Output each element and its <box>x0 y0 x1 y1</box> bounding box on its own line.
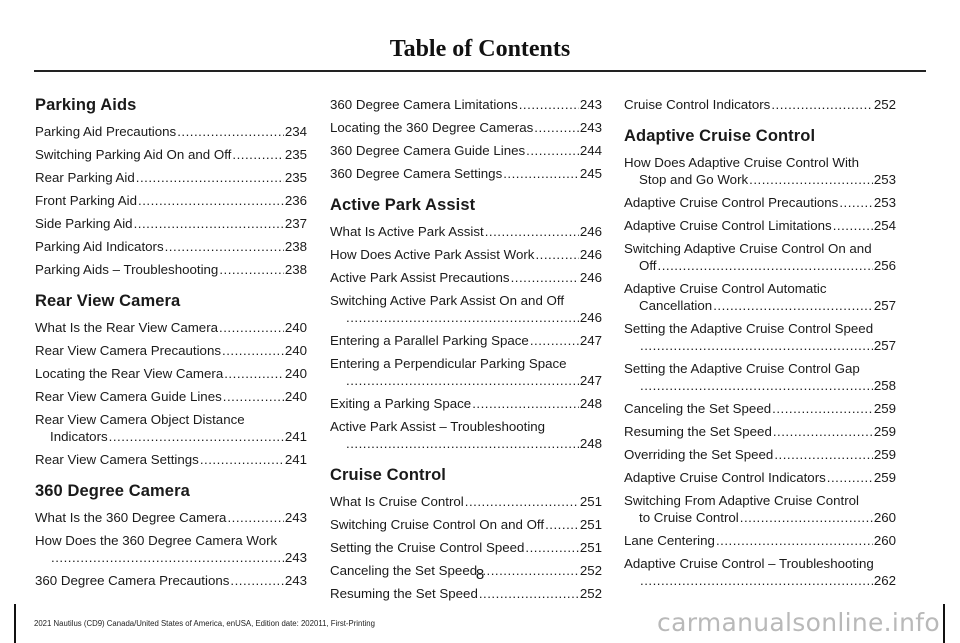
watermark-text: carmanualsonline.info <box>657 608 940 637</box>
toc-entry[interactable] <box>35 319 307 336</box>
dot-leader <box>503 165 579 182</box>
toc-entry-page: 240 <box>284 320 307 335</box>
toc-entry[interactable] <box>35 411 307 445</box>
toc-entry-line <box>330 493 602 510</box>
toc-entry-line <box>624 337 896 354</box>
toc-entry-title: Front Parking Aid <box>35 193 137 208</box>
toc-entry-line <box>624 532 896 549</box>
toc-entry[interactable] <box>35 261 307 278</box>
toc-entry[interactable] <box>330 165 602 182</box>
toc-entry-page: 259 <box>873 447 896 462</box>
toc-entry-page: 251 <box>579 517 602 532</box>
toc-entry-page: 259 <box>873 401 896 416</box>
toc-entry-title: What Is Active Park Assist <box>330 224 484 239</box>
toc-entry-line <box>624 96 896 113</box>
toc-entry-title: Rear View Camera Settings <box>35 452 199 467</box>
toc-entry-line <box>624 400 896 417</box>
toc-entry-title: Canceling the Set Speed <box>330 563 478 578</box>
toc-entry-line <box>35 146 307 163</box>
toc-entry-title: 360 Degree Camera Guide Lines <box>330 143 526 158</box>
toc-entry[interactable] <box>35 169 307 186</box>
dot-leader <box>219 319 284 336</box>
toc-entry[interactable] <box>330 493 602 510</box>
toc-entry[interactable] <box>35 192 307 209</box>
dot-leader <box>774 446 873 463</box>
toc-entry-page: 252 <box>579 563 602 578</box>
toc-entry-title-cont: to Cruise Control <box>639 510 739 525</box>
dot-leader <box>479 585 579 602</box>
toc-entry-line <box>330 585 602 602</box>
page-number: 8 <box>475 566 485 583</box>
dot-leader <box>827 469 873 486</box>
toc-entry-page: 259 <box>873 470 896 485</box>
toc-entry-page: 260 <box>873 533 896 548</box>
toc-entry-line <box>35 123 307 140</box>
toc-entry-page: 262 <box>873 573 896 588</box>
toc-entry-title: Switching From Adaptive Cruise Control <box>624 493 860 508</box>
toc-entry[interactable] <box>330 516 602 533</box>
dot-leader <box>109 428 284 445</box>
toc-entry-page: 234 <box>284 124 307 139</box>
toc-entry-line <box>624 297 896 314</box>
crop-mark-left <box>14 604 16 643</box>
toc-entry-page: 258 <box>873 378 896 393</box>
dot-leader <box>526 142 579 159</box>
toc-entry-page: 251 <box>579 540 602 555</box>
dot-leader <box>530 332 579 349</box>
toc-column-1 <box>35 96 307 595</box>
dot-leader <box>465 493 579 510</box>
toc-entry[interactable] <box>624 469 896 486</box>
toc-entry-line <box>35 388 307 405</box>
toc-entry-page: 257 <box>873 338 896 353</box>
toc-entry-line <box>35 365 307 382</box>
toc-entry[interactable] <box>624 492 896 526</box>
header-rule <box>34 70 926 72</box>
dot-leader <box>713 297 873 314</box>
toc-entry-title: What Is the Rear View Camera <box>35 320 219 335</box>
toc-entry[interactable] <box>624 400 896 417</box>
toc-entry[interactable] <box>330 223 602 240</box>
toc-entry-title: Locating the Rear View Camera <box>35 366 224 381</box>
dot-leader <box>640 337 873 354</box>
toc-entry-page: 245 <box>579 166 602 181</box>
toc-entry[interactable] <box>624 154 896 188</box>
toc-entry-line <box>330 309 602 326</box>
toc-entry-title: How Does the 360 Degree Camera Work <box>35 533 278 548</box>
toc-entry-page: 254 <box>873 218 896 233</box>
toc-entry-page: 243 <box>284 550 307 565</box>
toc-entry-page: 240 <box>284 389 307 404</box>
toc-entry-page: 238 <box>284 239 307 254</box>
toc-entry-page: 240 <box>284 366 307 381</box>
toc-entry-page: 237 <box>284 216 307 231</box>
toc-entry[interactable] <box>624 217 896 234</box>
toc-entry-title: Overriding the Set Speed <box>624 447 774 462</box>
toc-entry-title: Adaptive Cruise Control Limitations <box>624 218 832 233</box>
toc-entry[interactable] <box>35 342 307 359</box>
toc-entry-title: 360 Degree Camera Limitations <box>330 97 518 112</box>
dot-leader <box>200 451 284 468</box>
toc-entry-page: 256 <box>873 258 896 273</box>
toc-entry-title: Cruise Control Indicators <box>624 97 771 112</box>
dot-leader <box>227 509 283 526</box>
toc-entry[interactable] <box>624 360 896 394</box>
toc-entry-line <box>330 395 602 412</box>
toc-entry-title: Lane Centering <box>624 533 715 548</box>
toc-entry-title-cont: Off <box>639 258 657 273</box>
toc-entry[interactable] <box>35 365 307 382</box>
toc-entry-page: 253 <box>873 195 896 210</box>
toc-entry-line <box>35 428 307 445</box>
toc-entry-page: 259 <box>873 424 896 439</box>
toc-entry-line <box>330 435 602 452</box>
toc-entry-title: Switching Active Park Assist On and Off <box>330 293 565 308</box>
toc-entry-page: 247 <box>579 333 602 348</box>
toc-entry-page: 248 <box>579 396 602 411</box>
toc-entry-line <box>330 119 602 136</box>
toc-entry-title: Active Park Assist – Troubleshooting <box>330 419 546 434</box>
dot-leader <box>839 194 872 211</box>
toc-entry[interactable] <box>624 532 896 549</box>
dot-leader <box>749 171 873 188</box>
toc-entry-title-cont: Stop and Go Work <box>639 172 749 187</box>
dot-leader <box>232 146 283 163</box>
dot-leader <box>485 223 579 240</box>
dot-leader <box>346 435 579 452</box>
toc-entry-title: Parking Aid Precautions <box>35 124 177 139</box>
footer-edition-text: 2021 Nautilus (CD9) Canada/United States of America, enUSA, Edition date: 202011, First-Printing <box>34 619 375 628</box>
toc-entry-line <box>624 446 896 463</box>
toc-entry-title: Exiting a Parking Space <box>330 396 472 411</box>
toc-entry-line <box>624 469 896 486</box>
toc-entry-page: 253 <box>873 172 896 187</box>
dot-leader <box>346 372 579 389</box>
page-title: Table of Contents <box>389 36 571 62</box>
dot-leader <box>136 169 284 186</box>
toc-entry-title: What Is Cruise Control <box>330 494 464 509</box>
toc-entry-line <box>35 261 307 278</box>
toc-entry[interactable] <box>35 532 307 566</box>
toc-entry-line <box>35 192 307 209</box>
dot-leader <box>771 96 872 113</box>
dot-leader <box>134 215 284 232</box>
toc-entry[interactable] <box>35 238 307 255</box>
toc-entry-line <box>330 142 602 159</box>
toc-entry-title: Rear View Camera Object Distance <box>35 412 245 427</box>
dot-leader <box>138 192 284 209</box>
toc-entry-line <box>35 451 307 468</box>
dot-leader <box>535 246 578 263</box>
toc-entry-title: Canceling the Set Speed <box>624 401 772 416</box>
toc-entry-line <box>330 539 602 556</box>
toc-entry[interactable] <box>330 292 602 326</box>
toc-entry-page: 252 <box>579 586 602 601</box>
section-heading: Parking Aids <box>35 96 137 114</box>
toc-entry-line <box>330 516 602 533</box>
section-heading: Active Park Assist <box>330 196 476 214</box>
toc-entry[interactable] <box>330 142 602 159</box>
toc-entry[interactable] <box>624 194 896 211</box>
toc-entry-page: 238 <box>284 262 307 277</box>
toc-entry-page: 244 <box>579 143 602 158</box>
dot-leader <box>511 269 579 286</box>
toc-entry-line <box>35 342 307 359</box>
toc-entry-title: Locating the 360 Degree Cameras <box>330 120 534 135</box>
toc-entry-page: 235 <box>284 170 307 185</box>
dot-leader <box>716 532 873 549</box>
toc-entry-page: 257 <box>873 298 896 313</box>
toc-entry-title: Rear Parking Aid <box>35 170 135 185</box>
toc-entry-title: How Does Active Park Assist Work <box>330 247 535 262</box>
dot-leader <box>740 509 873 526</box>
dot-leader <box>51 549 284 566</box>
dot-leader <box>165 238 284 255</box>
toc-entry[interactable] <box>330 269 602 286</box>
toc-entry-page: 241 <box>284 452 307 467</box>
toc-entry-line <box>35 215 307 232</box>
toc-entry-page: 248 <box>579 436 602 451</box>
toc-entry-line <box>330 332 602 349</box>
toc-entry-title: Rear View Camera Guide Lines <box>35 389 222 404</box>
toc-entry-title: Switching Cruise Control On and Off <box>330 517 545 532</box>
dot-leader <box>545 516 579 533</box>
toc-entry-title: What Is the 360 Degree Camera <box>35 510 227 525</box>
toc-entry[interactable] <box>330 119 602 136</box>
toc-entry[interactable] <box>35 146 307 163</box>
toc-entry-line <box>330 372 602 389</box>
toc-entry-page: 243 <box>284 510 307 525</box>
toc-entry[interactable] <box>330 355 602 389</box>
dot-leader <box>346 309 579 326</box>
toc-entry[interactable] <box>35 509 307 526</box>
toc-entry-title: Resuming the Set Speed <box>624 424 772 439</box>
toc-entry-page: 246 <box>579 270 602 285</box>
toc-entry-page: 246 <box>579 310 602 325</box>
toc-entry-title: Setting the Adaptive Cruise Control Gap <box>624 361 860 376</box>
toc-entry-line <box>624 194 896 211</box>
toc-entry-title-cont: Indicators <box>50 429 108 444</box>
toc-entry-page: 235 <box>284 147 307 162</box>
toc-entry-line <box>624 171 896 188</box>
toc-entry-title: 360 Degree Camera Precautions <box>35 573 230 588</box>
toc-entry[interactable] <box>624 96 896 113</box>
toc-entry[interactable] <box>624 240 896 274</box>
toc-entry[interactable] <box>624 320 896 354</box>
crop-mark-right <box>943 604 945 643</box>
toc-entry-title: Setting the Cruise Control Speed <box>330 540 525 555</box>
section-heading: 360 Degree Camera <box>35 482 190 500</box>
toc-entry[interactable] <box>330 395 602 412</box>
toc-entry-title: Adaptive Cruise Control Automatic <box>624 281 827 296</box>
toc-entry-page: 243 <box>284 573 307 588</box>
toc-entry-title: Entering a Parallel Parking Space <box>330 333 529 348</box>
dot-leader <box>833 217 873 234</box>
toc-entry-page: 251 <box>579 494 602 509</box>
section-heading: Cruise Control <box>330 466 446 484</box>
toc-entry-line <box>35 238 307 255</box>
toc-entry-page: 240 <box>284 343 307 358</box>
toc-entry-title: Rear View Camera Precautions <box>35 343 221 358</box>
toc-entry-title: Parking Aids – Troubleshooting <box>35 262 219 277</box>
toc-entry[interactable] <box>330 332 602 349</box>
dot-leader <box>658 257 873 274</box>
toc-entry-title: Switching Adaptive Cruise Control On and <box>624 241 872 256</box>
dot-leader <box>525 539 578 556</box>
toc-entry[interactable] <box>330 585 602 602</box>
toc-entry-line <box>330 223 602 240</box>
toc-entry[interactable] <box>330 539 602 556</box>
toc-entry-page: 247 <box>579 373 602 388</box>
dot-leader <box>224 365 284 382</box>
toc-entry-title: Setting the Adaptive Cruise Control Speed <box>624 321 874 336</box>
toc-entry-page: 246 <box>579 247 602 262</box>
toc-entry-line <box>624 377 896 394</box>
toc-entry-line <box>330 96 602 113</box>
dot-leader <box>222 342 284 359</box>
toc-entry-line <box>624 257 896 274</box>
toc-entry-line <box>624 509 896 526</box>
toc-entry[interactable] <box>330 96 602 113</box>
toc-entry[interactable] <box>35 451 307 468</box>
toc-entry-title: Switching Parking Aid On and Off <box>35 147 232 162</box>
toc-entry-line <box>330 269 602 286</box>
toc-entry-line <box>330 165 602 182</box>
section-heading: Adaptive Cruise Control <box>624 127 816 145</box>
toc-entry-title: Adaptive Cruise Control Precautions <box>624 195 839 210</box>
dot-leader <box>534 119 579 136</box>
toc-entry-title: Adaptive Cruise Control – Troubleshooting <box>624 556 874 571</box>
toc-entry-title: Active Park Assist Precautions <box>330 270 510 285</box>
toc-entry-title: Adaptive Cruise Control Indicators <box>624 470 826 485</box>
dot-leader <box>177 123 284 140</box>
toc-entry-title: Entering a Perpendicular Parking Space <box>330 356 567 371</box>
toc-entry[interactable] <box>35 215 307 232</box>
toc-column-3 <box>624 96 896 595</box>
toc-entry-title-cont: Cancellation <box>639 298 713 313</box>
toc-entry[interactable] <box>35 123 307 140</box>
toc-entry-line <box>35 549 307 566</box>
dot-leader <box>519 96 579 113</box>
dot-leader <box>223 388 284 405</box>
toc-column-2 <box>330 96 602 608</box>
dot-leader <box>772 400 873 417</box>
toc-entry-page: 243 <box>579 97 602 112</box>
dot-leader <box>773 423 873 440</box>
toc-entry-title: 360 Degree Camera Settings <box>330 166 503 181</box>
toc-entry-line <box>35 509 307 526</box>
toc-entry-line <box>624 423 896 440</box>
toc-entry-line <box>35 169 307 186</box>
section-heading: Rear View Camera <box>35 292 181 310</box>
toc-entry-title: How Does Adaptive Cruise Control With <box>624 155 860 170</box>
toc-entry-page: 241 <box>284 429 307 444</box>
dot-leader <box>472 395 579 412</box>
toc-entry[interactable] <box>624 423 896 440</box>
toc-entry-line <box>330 246 602 263</box>
dot-leader <box>219 261 283 278</box>
toc-entry[interactable] <box>330 246 602 263</box>
toc-entry-title: Parking Aid Indicators <box>35 239 164 254</box>
toc-entry-title: Resuming the Set Speed <box>330 586 478 601</box>
toc-entry-title: Side Parking Aid <box>35 216 133 231</box>
toc-entry-line <box>35 319 307 336</box>
toc-entry[interactable] <box>330 418 602 452</box>
toc-entry-page: 252 <box>873 97 896 112</box>
toc-entry-page: 246 <box>579 224 602 239</box>
toc-entry-line <box>624 217 896 234</box>
toc-entry-page: 236 <box>284 193 307 208</box>
toc-entry[interactable] <box>624 280 896 314</box>
dot-leader <box>640 377 873 394</box>
toc-entry-page: 243 <box>579 120 602 135</box>
toc-entry[interactable] <box>35 388 307 405</box>
toc-entry-page: 260 <box>873 510 896 525</box>
toc-entry[interactable] <box>624 446 896 463</box>
